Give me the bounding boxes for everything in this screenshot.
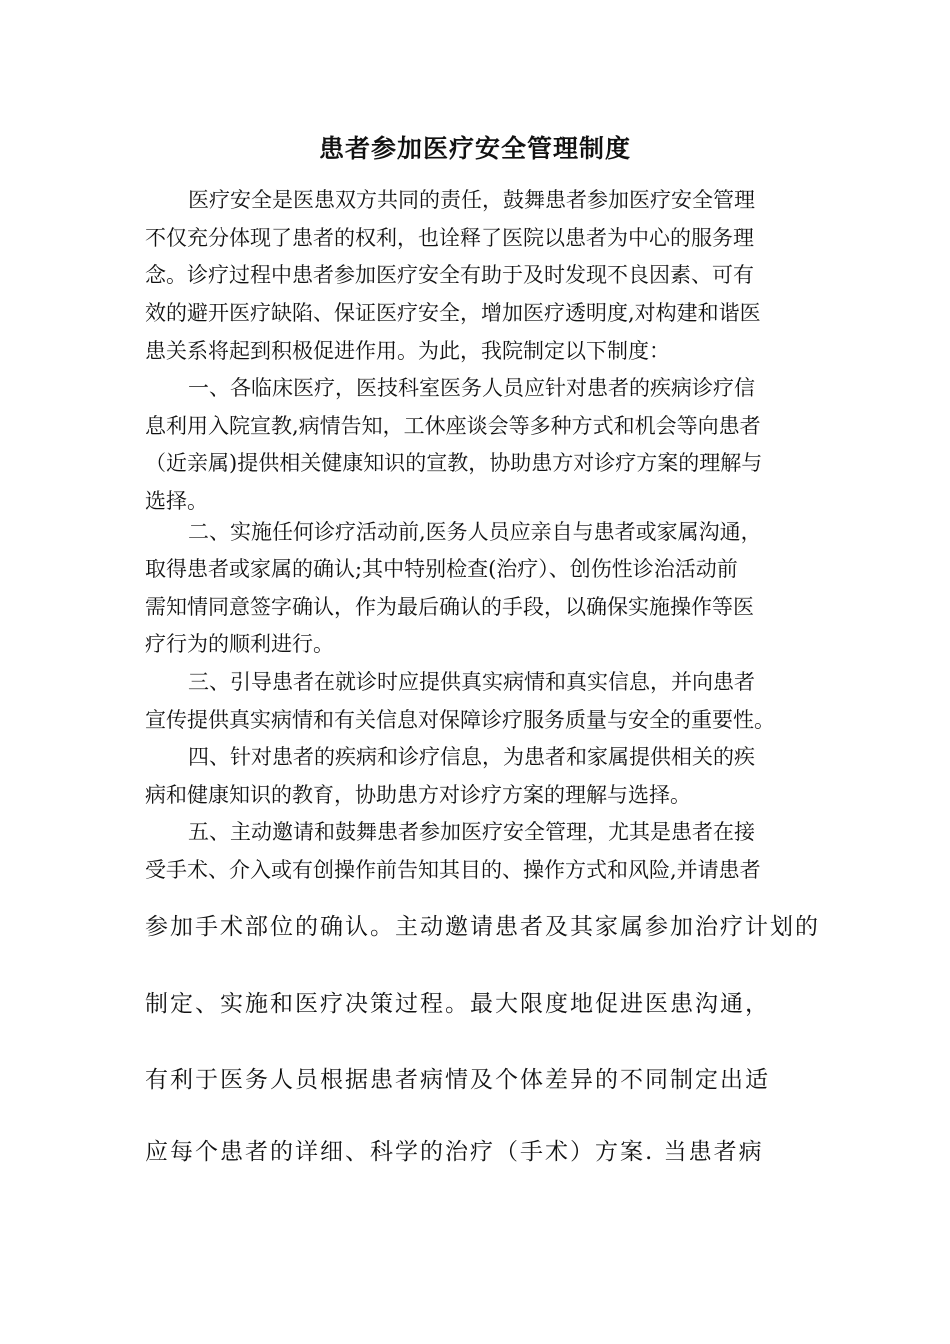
paragraph-line: 宣传提供真实病情和有关信息对保障诊疗服务质量与安全的重要性。 (145, 708, 775, 732)
paragraph-line: 念。诊疗过程中患者参加医疗安全有助于及时发现不良因素、可有 (145, 263, 754, 287)
paragraph-line: 不仅充分体现了患者的权利，也诠释了医院以患者为中心的服务理 (145, 226, 754, 250)
paragraph-line: 制定、实施和医疗决策过程。最大限度地促进医患沟通， (145, 991, 770, 1017)
paragraph-line: 效的避开医疗缺陷、保证医疗安全，增加医疗透明度,对构建和谐医 (145, 301, 761, 325)
paragraph-line: 参加手术部位的确认。主动邀请患者及其家属参加治疗计划的 (145, 914, 820, 940)
paragraph-line: 五、主动邀请和鼓舞患者参加医疗安全管理，尤其是患者在接 (188, 820, 755, 844)
paragraph-line: 有利于医务人员根据患者病情及个体差异的不同制定出适 (145, 1067, 770, 1093)
paragraph-line: 疗行为的顺利进行。 (145, 632, 334, 656)
paragraph-line: 医疗安全是医患双方共同的责任，鼓舞患者参加医疗安全管理 (188, 188, 755, 212)
paragraph-line: 应每个患者的详细、科学的治疗（手术）方案. 当患者病 (145, 1139, 764, 1165)
paragraph-line: 选择。 (145, 489, 208, 513)
paragraph-line: 需知情同意签字确认，作为最后确认的手段，以确保实施操作等医 (145, 595, 754, 619)
paragraph-line: 二、实施任何诊疗活动前,医务人员应亲自与患者或家属沟通， (188, 520, 762, 544)
paragraph-line: 息利用入院宣教,病情告知，工休座谈会等多种方式和机会等向患者 (145, 414, 761, 438)
document-title: 患者参加医疗安全管理制度 (318, 134, 631, 163)
paragraph-line: 一、各临床医疗，医技科室医务人员应针对患者的疾病诊疗信 (188, 376, 755, 400)
paragraph-line: 四、针对患者的疾病和诊疗信息，为患者和家属提供相关的疾 (188, 745, 755, 769)
paragraph-line: 患关系将起到积极促进作用。为此，我院制定以下制度： (145, 339, 670, 363)
paragraph-line: 取得患者或家属的确认;其中特别检查(治疗）、创伤性诊治活动前 (145, 557, 738, 581)
paragraph-line: 受手术、介入或有创操作前告知其目的、操作方式和风险,并请患者 (145, 858, 761, 882)
paragraph-line: 病和健康知识的教育，协助患方对诊疗方案的理解与选择。 (145, 783, 691, 807)
paragraph-line: （近亲属)提供相关健康知识的宣教，协助患方对诊疗方案的理解与 (145, 451, 763, 475)
paragraph-line: 三、引导患者在就诊时应提供真实病情和真实信息，并向患者 (188, 670, 755, 694)
